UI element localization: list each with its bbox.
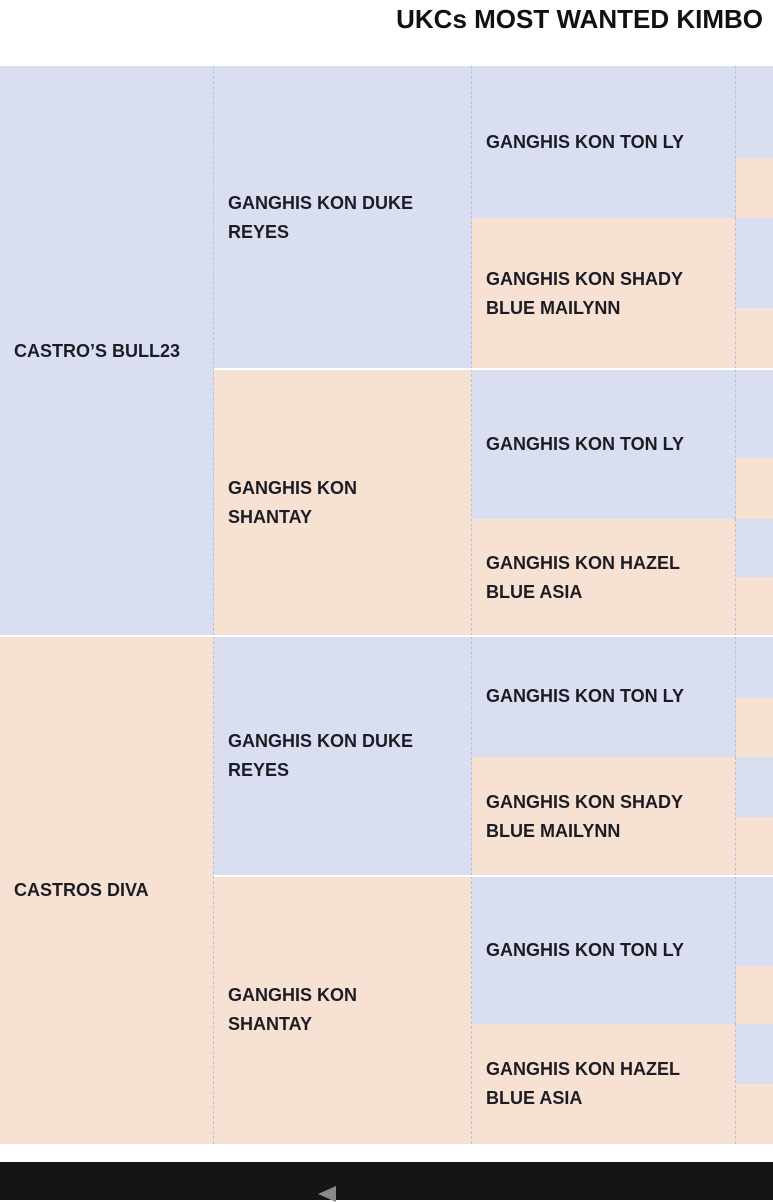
fourth-gen-cell [736, 369, 773, 458]
great-grandparent-cell [472, 876, 736, 1024]
great-grandparent-cell [472, 636, 736, 757]
dam-cell [0, 636, 214, 1144]
fourth-gen-cell [736, 757, 773, 817]
fourth-gen-cell [736, 636, 773, 698]
fourth-gen-cell [736, 966, 773, 1024]
row-divider [214, 368, 773, 370]
fourth-gen-cell [736, 577, 773, 636]
great-grandparent-name: GANGHIS KON TON LY [486, 686, 685, 706]
great-grandparent-name: GANGHIS KON TON LY [486, 433, 685, 454]
fourth-gen-cell [736, 308, 773, 369]
great-grandparent-name: GANGHIS KON SHADY BLUE MAILYNN [486, 268, 683, 318]
fourth-gen-cell [736, 1084, 773, 1144]
fourth-gen-cell [736, 817, 773, 876]
great-grandparent-cell [472, 1024, 736, 1144]
great-grandparent-name: GANGHIS KON TON LY [486, 939, 685, 960]
maternal-granddam-name: GANGHIS KON SHANTAY [228, 985, 358, 1034]
fourth-gen-cell [736, 698, 773, 757]
great-grandparent-cell [472, 369, 736, 519]
fourth-gen-cell [736, 218, 773, 308]
maternal-grandsire-name: GANGHIS KON DUKE REYES [228, 731, 414, 780]
row-divider [0, 635, 773, 637]
navigation-bar [0, 1162, 773, 1200]
paternal-grandsire-cell [214, 66, 472, 369]
great-grandparent-cell [472, 757, 736, 876]
pedigree-title: UKCs MOST WANTED KIMBO [396, 4, 763, 34]
great-grandparent-name: GANGHIS KON HAZEL BLUE ASIA [486, 552, 680, 602]
paternal-granddam-name: GANGHIS KON SHANTAY [228, 477, 358, 527]
fourth-gen-cell [736, 158, 773, 218]
pedigree-chart [0, 66, 773, 1144]
sire-name: CASTRO’S BULL23 [14, 340, 181, 361]
fourth-gen-cell [736, 458, 773, 519]
fourth-gen-cell [736, 1024, 773, 1084]
dam-name: CASTROS DIVA [14, 879, 149, 900]
great-grandparent-name: GANGHIS KON TON LY [486, 131, 685, 152]
maternal-grandsire-cell [214, 636, 472, 876]
great-grandparent-cell [472, 66, 736, 218]
fourth-gen-cell [736, 66, 773, 158]
great-grandparent-cell [472, 519, 736, 636]
great-grandparent-name: GANGHIS KON HAZEL BLUE ASIA [486, 1059, 680, 1108]
paternal-grandsire-name: GANGHIS KON DUKE REYES [228, 192, 414, 242]
fourth-gen-cell [736, 519, 773, 577]
maternal-granddam-cell [214, 876, 472, 1144]
paternal-granddam-cell [214, 369, 472, 636]
row-divider [214, 875, 773, 877]
fourth-gen-cell [736, 876, 773, 966]
great-grandparent-name: GANGHIS KON SHADY BLUE MAILYNN [486, 791, 683, 841]
sire-cell [0, 66, 214, 636]
great-grandparent-cell [472, 218, 736, 369]
